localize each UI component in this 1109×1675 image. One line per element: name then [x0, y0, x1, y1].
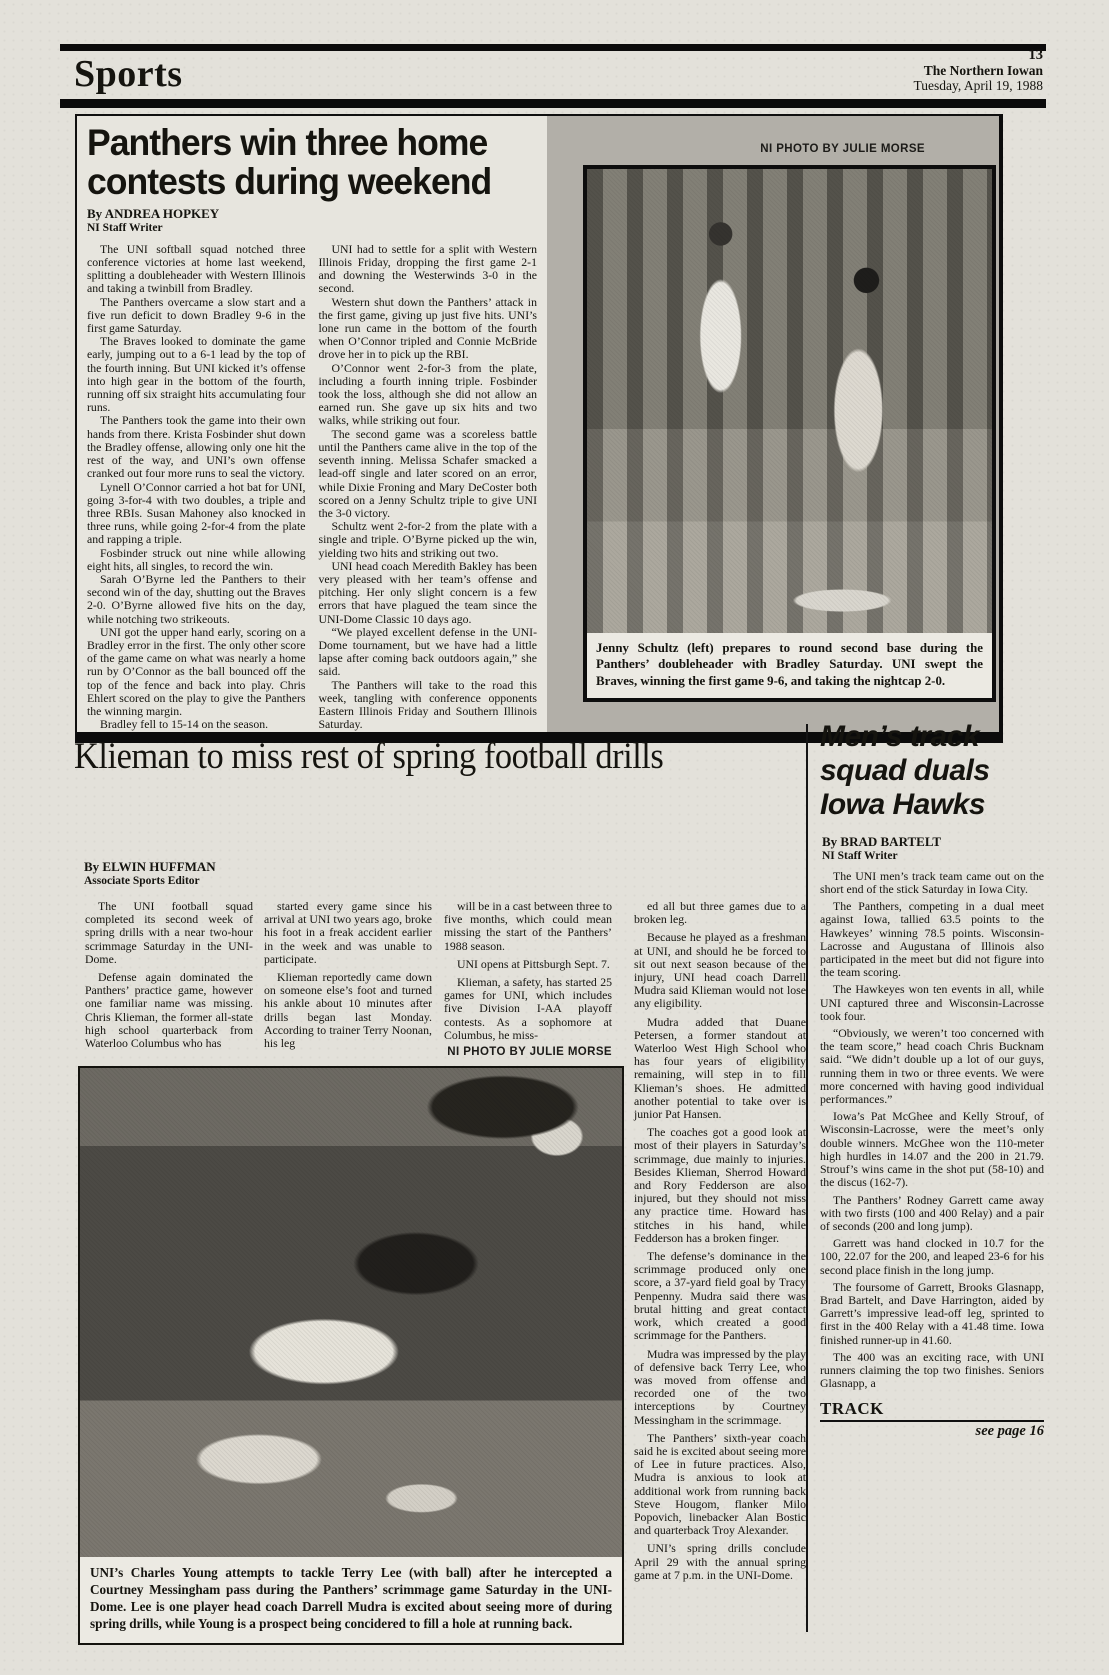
- section-title: Sports: [74, 53, 183, 95]
- body-paragraph: The UNI softball squad notched three conference victories at home last weekend, splitting a doubleheader with Western Illinois and taking a twinbill from Bradley.: [87, 241, 306, 296]
- body-paragraph: The UNI football squad completed its second week of spring drills with a near two-hour scrimmage Saturday in the UNI-Dome.: [85, 899, 253, 966]
- track-headline: [820, 720, 1044, 822]
- body-paragraph: O’Connor went 2-for-3 from the plate, including a fourth inning triple. Fosbinder took the loss, although she did not allow an earned run. She gave up six hits and two walks, while striking out four.: [318, 360, 537, 428]
- softball-article: [75, 114, 1003, 743]
- body-paragraph: The Panthers took the game into their own hands from there. Krista Fosbinder shut down the Bradley offense, allowing only one hit the rest of the way, and UNI’s own offense cranked out four more runs to seal the victory.: [87, 413, 306, 481]
- body-paragraph: The Braves looked to dominate the game early, jumping out to a 6-1 lead by the top of the fourth inning. But UNI kicked it’s offense into high gear in the bottom of the fourth, running off six straight hits accumulating four runs.: [87, 334, 306, 415]
- body-paragraph: UNI head coach Meredith Bakley has been very pleased with her team’s offense and pitching. Her only slight concern is a few errors that have plagued the team since the UNI-Dome Classic 10 days ago.: [318, 558, 537, 626]
- body-paragraph: Bradley fell to 15-14 on the season.: [100, 717, 269, 732]
- softball-photo-area: [547, 116, 999, 732]
- body-paragraph: Klieman, a safety, has started 25 games for UNI, which includes five Division I-AA playoff contests. As a sophomore at Columbus, he miss-: [444, 975, 612, 1042]
- softball-byline: By ANDREA HOPKEY: [87, 205, 220, 221]
- body-paragraph: Schultz went 2-for-2 from the plate with a single and triple. O’Byrne picked up the win, yielding two hits and striking out two.: [318, 519, 537, 560]
- issue-info: [913, 47, 1043, 93]
- publication-name: The Northern Iowan: [923, 63, 1043, 79]
- track-byline-block: [822, 835, 1044, 863]
- softball-photo-credit: NI PHOTO BY JULIE MORSE: [760, 143, 925, 155]
- body-paragraph: Klieman reportedly came down on someone else’s foot and turned his ankle about 10 minutes after drills began last Monday. According to trainer Terry Noonan, his leg: [264, 970, 432, 1051]
- body-paragraph: Garrett was hand clocked in 10.7 for the 100, 22.07 for the 200, and leaped 23-6 for his second place finish in the long jump.: [820, 1236, 1044, 1277]
- softball-columns: [87, 243, 537, 732]
- body-paragraph: “Obviously, we weren’t too concerned with the team score,” head coach Chris Bucknam said. “We didn’t double up a lot of our guys, running them in two or three events. We were more concerned with having good individual performances.”: [820, 1026, 1044, 1107]
- softball-headline-line2: contests during weekend: [87, 160, 492, 202]
- football-byline-title: Associate Sports Editor: [84, 874, 200, 887]
- softball-photo-caption: Jenny Schultz (left) prepares to round second base during the Panthers’ doubleheader with Bradley Saturday. UNI swept the Braves, winning the first game 9-6, and taking the nightcap 2-0.: [587, 633, 992, 698]
- track-byline-title: NI Staff Writer: [822, 849, 898, 862]
- softball-byline-title: NI Staff Writer: [87, 221, 163, 234]
- football-photo-frame: [78, 1066, 624, 1645]
- football-photo-caption: UNI’s Charles Young attempts to tackle Terry Lee (with ball) after he intercepted a Courtney Messingham pass during the Panthers’ scrimmage game Saturday in the UNI-Dome. Lee is one player head coach Darrell Mudra is excited about seeing more of during spring drills, while Young is a prospect being concidered to fill a hole at running back.: [80, 1557, 622, 1643]
- masthead-bottom-rule: [60, 99, 1046, 108]
- body-paragraph: The Panthers, competing in a dual meet against Iowa, tallied 63.5 points to the Hawkeyes’ winning 78.5 points. Wisconsin-Lacrosse and Augustana of Illinois also participated in the meet but did not figure into the team scoring.: [820, 899, 1044, 980]
- track-article: [820, 720, 1044, 1440]
- masthead-top-rule: [60, 44, 1046, 51]
- body-paragraph: Sarah O’Byrne led the Panthers to their second win of the day, shutting out the Braves 2-0. O’Byrne allowed five hits on the day, while notching two strikeouts.: [87, 571, 306, 626]
- body-paragraph: Because he played as a freshman at UNI, and should he be forced to sit out next season because of the injury, UNI head coach Darrell Mudra said Klieman would not lose any eligibility.: [634, 930, 806, 1011]
- softball-headline: [87, 124, 519, 202]
- jump-label: TRACK: [820, 1399, 1044, 1422]
- story-jump: [820, 1399, 1044, 1440]
- football-column-2: [264, 900, 432, 1055]
- body-paragraph: The Hawkeyes won ten events in all, while UNI captured three and Wisconsin-Lacrosse took four.: [820, 982, 1044, 1023]
- body-paragraph: Mudra was impressed by the play of defensive back Terry Lee, who was moved from offense and recorded one of the two interceptions by Courtney Messingham in the scrimmage.: [634, 1346, 806, 1427]
- page-number: 13: [1028, 47, 1043, 63]
- softball-column-1: [87, 243, 306, 732]
- body-paragraph: started every game since his arrival at UNI two years ago, broke his foot in a freak accident earlier in the week and was unable to participate.: [264, 899, 432, 966]
- body-paragraph: The Panthers will take to the road this week, tangling with conference opponents Eastern Illinois Friday and Southern Illinois Saturday.: [318, 677, 537, 732]
- body-paragraph: The coaches got a good look at most of their players in Saturday’s scrimmage, due mainly to injuries. Besides Klieman, Sherrod Howard and Rory Fedderson are also injured, but they should not miss any practice time. Howard has stitches in his hand, while Fedderson has a broken finger.: [634, 1125, 806, 1245]
- football-byline: By ELWIN HUFFMAN: [84, 859, 216, 874]
- issue-date: Tuesday, April 19, 1988: [913, 78, 1043, 94]
- body-paragraph: The 400 was an exciting race, with UNI runners claiming the top two finishes. Seniors Glasnapp, a: [820, 1349, 1044, 1391]
- body-paragraph: The UNI men’s track team came out on the short end of the stick Saturday in Iowa City.: [820, 868, 1044, 897]
- body-paragraph: Fosbinder struck out nine while allowing eight hits, all singles, to record the win.: [87, 545, 306, 573]
- track-headline-line2: squad duals: [820, 753, 990, 787]
- softball-column-2: [319, 243, 538, 732]
- softball-headline-line1: Panthers win three home: [87, 122, 488, 163]
- track-byline: By BRAD BARTELT: [822, 833, 941, 849]
- jump-page-reference: see page 16: [975, 1423, 1044, 1440]
- body-paragraph: UNI’s spring drills conclude April 29 with the annual spring game at 7 p.m. in the UNI-Dome.: [634, 1541, 806, 1582]
- football-photo-credit: NI PHOTO BY JULIE MORSE: [447, 1046, 612, 1058]
- football-headline: Klieman to miss rest of spring football drills: [74, 736, 664, 777]
- body-paragraph: The foursome of Garrett, Brooks Glasnapp, Brad Bartelt, and Dave Harrington, aided by Garrett’s impressive lead-off leg, sprinted to first in the 400 Relay with a 41.48 time. Iowa finished runner-up in 41.60.: [820, 1279, 1044, 1347]
- football-byline-block: [84, 860, 216, 888]
- softball-byline-block: [87, 207, 537, 235]
- football-column-4: [634, 900, 806, 1587]
- softball-photo: [587, 169, 992, 633]
- body-paragraph: The Panthers’ Rodney Garrett came away with two firsts (100 and 400 Relay) and a pair of seconds (200 and long jump).: [820, 1192, 1044, 1233]
- body-paragraph: UNI got the upper hand early, scoring on a Bradley error in the first. The only other score of the game came on what was nearly a home run by O’Connor as the ball bounced off the top of the fence and back into play. Chris Ehlert scored on the play to give the Panthers the winning margin.: [87, 624, 306, 718]
- track-headline-line1: Men’s track: [820, 720, 980, 753]
- body-paragraph: UNI opens at Pittsburgh Sept. 7.: [457, 956, 610, 971]
- body-paragraph: Mudra added that Duane Petersen, a former standout at Waterloo West High School who has four years of eligibility remaining, will step in to fill Klieman’s shoes. He admitted another potential to take over is junior Pat Hansen.: [634, 1014, 806, 1122]
- column-divider-rule: [806, 724, 808, 1632]
- body-paragraph: Defense again dominated the Panthers’ practice game, however one familiar name was missing. Chris Klieman, the former all-state high school quarterback from Waterloo Columbus who has: [85, 970, 253, 1051]
- football-photo: [80, 1068, 622, 1557]
- football-column-1: [85, 900, 253, 1055]
- body-paragraph: The Panthers overcame a slow start and a five run deficit to down Bradley 9-6 in the first game Saturday.: [87, 294, 306, 336]
- softball-photo-frame: [583, 165, 996, 702]
- body-paragraph: “We played excellent defense in the UNI-Dome tournament, but we have had a little lapse after coming back outdoors again,” she said.: [318, 624, 537, 679]
- body-paragraph: ed all but three games due to a broken leg.: [634, 899, 806, 927]
- body-paragraph: will be in a cast between three to five months, which could mean missing the start of the Panthers’ 1988 season.: [444, 899, 612, 953]
- body-paragraph: The second game was a scoreless battle until the Panthers came alive in the top of the seventh inning. Melissa Schafer smacked a lead-off single and later scored on an error, while Dixie Froning and Mary DeCoster both scored on a Jenny Schultz triple to give UNI the 3-0 victory.: [318, 426, 537, 520]
- softball-article-text: [77, 116, 547, 732]
- body-paragraph: Lynell O’Connor carried a hot bat for UNI, going 3-for-4 with two doubles, a triple and three RBIs. Susan Mahoney also knocked in three runs, while going 2-for-4 from the plate and rapping a triple.: [87, 479, 306, 547]
- body-paragraph: UNI had to settle for a split with Western Illinois Friday, dropping the first game 2-1 and downing the Westerwinds 3-0 in the second.: [318, 241, 537, 296]
- football-column-3: [444, 900, 612, 1047]
- track-headline-line3: Iowa Hawks: [820, 787, 986, 821]
- body-paragraph: The defense’s dominance in the scrimmage produced only one score, a 37-yard field goal by Tracy Penpenny. Mudra said there was brutal hitting and great contact work, which created a good scrimmage for the Panthers.: [634, 1249, 806, 1343]
- body-paragraph: Iowa’s Pat McGhee and Kelly Strouf, of Wisconsin-Lacrosse, were the meet’s only double winners. McGhee won the 110-meter high hurdles in 14.07 and the 200 in 21.79. Strouf’s wins came in the shot put (58-10) and the discus (162-7).: [820, 1109, 1044, 1190]
- body-paragraph: The Panthers’ sixth-year coach said he is excited about seeing more of Lee in future practices. Also, Mudra is anxious to look at additional work from running back Steve Hougom, flanker Milo Popovich, linebacker Alan Bostic and quarterback Troy Alexander.: [634, 1430, 806, 1538]
- body-paragraph: Western shut down the Panthers’ attack in the first game, giving up just five hits. UNI’s lone run came in the bottom of the fourth when O’Connor tripled and Connie McBride drove her in to pick up the RBI.: [318, 294, 537, 362]
